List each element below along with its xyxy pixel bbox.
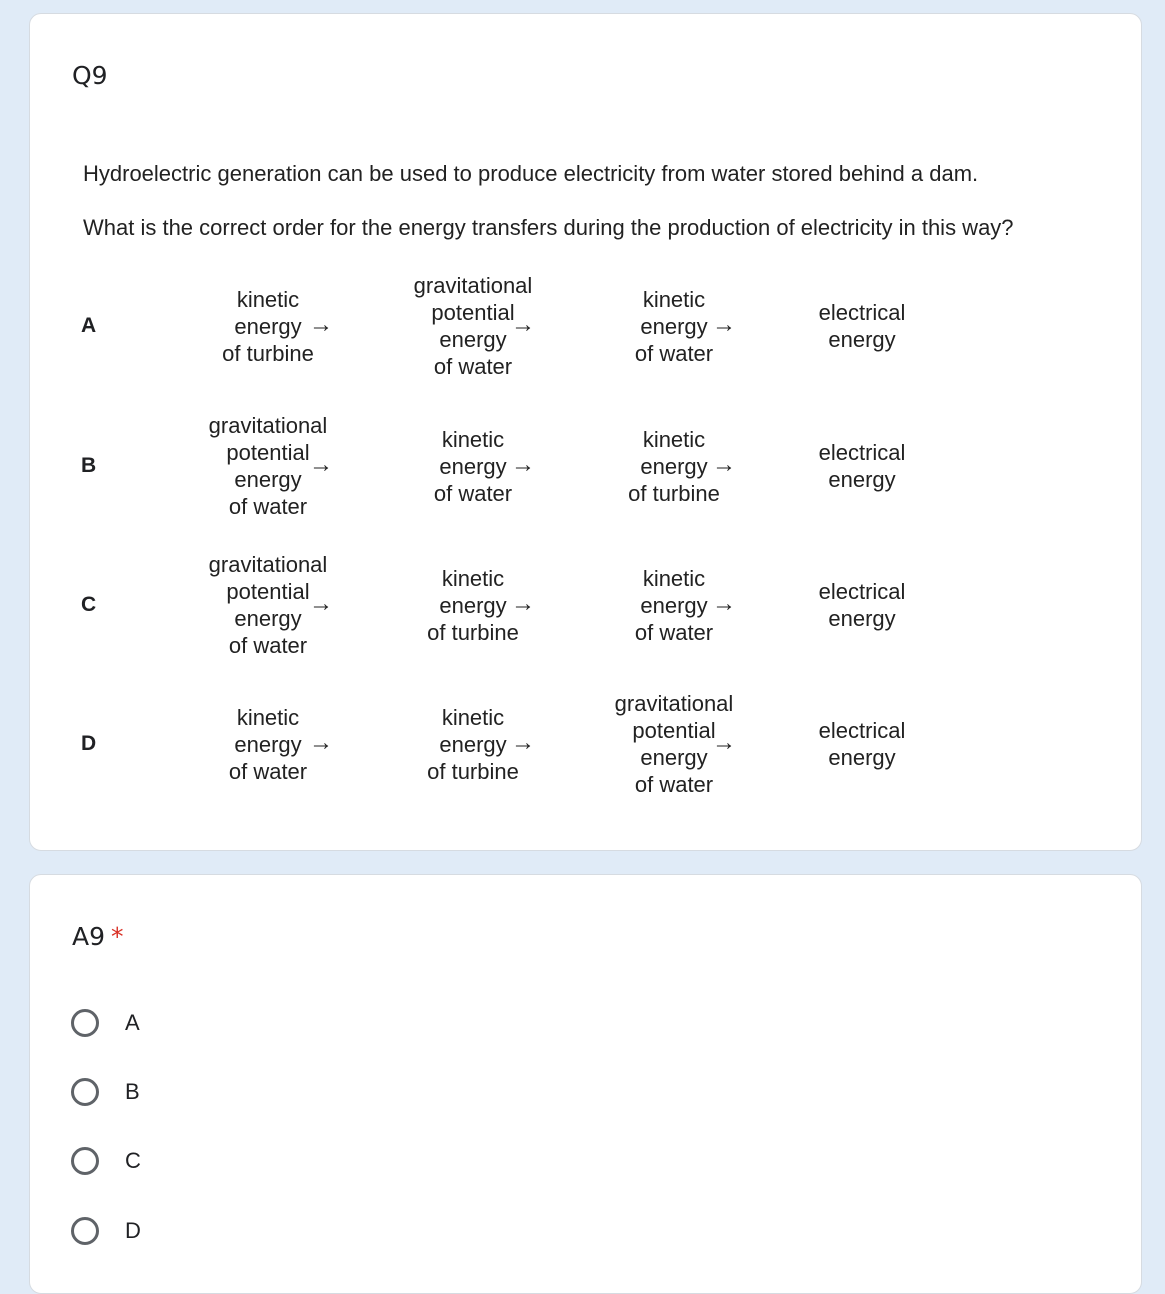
radio-option-c[interactable] bbox=[71, 1141, 141, 1181]
arrow-icon: → bbox=[309, 590, 333, 617]
energy-stage bbox=[777, 687, 947, 801]
stage-line: of water bbox=[433, 354, 513, 379]
answer-title-text: A9 bbox=[72, 922, 106, 951]
radio-button[interactable] bbox=[71, 1078, 99, 1106]
arrow-icon: → bbox=[511, 729, 535, 756]
option-letter: A bbox=[81, 314, 97, 337]
stage-line: kinetic bbox=[441, 704, 505, 730]
radio-label[interactable]: C bbox=[125, 1148, 141, 1173]
arrow-icon: → bbox=[712, 311, 736, 338]
stage-line: of water bbox=[228, 633, 308, 658]
arrow-icon: → bbox=[712, 729, 736, 756]
option-letter: D bbox=[81, 732, 97, 755]
stage-line: potential bbox=[226, 579, 310, 604]
stage-line: energy bbox=[234, 731, 302, 757]
stage-line: electrical bbox=[818, 579, 906, 604]
arrow-icon: → bbox=[511, 311, 535, 338]
stage-line: gravitational bbox=[208, 413, 328, 438]
energy-stage bbox=[777, 409, 947, 523]
stage-line: potential bbox=[431, 300, 515, 325]
radio-option-a[interactable] bbox=[71, 1003, 140, 1043]
stage-line: gravitational bbox=[413, 273, 533, 298]
stage-line: energy bbox=[234, 467, 302, 492]
radio-button[interactable] bbox=[71, 1147, 99, 1175]
stage-line: energy bbox=[640, 313, 708, 339]
stage-line: potential bbox=[632, 718, 716, 743]
stage-line: kinetic bbox=[236, 704, 300, 730]
stage-line: energy bbox=[828, 467, 896, 492]
stage-line: energy bbox=[640, 745, 708, 770]
required-marker: * bbox=[111, 922, 124, 951]
stage-line: of turbine bbox=[628, 480, 720, 506]
question-intro: Hydroelectric generation can be used to produce electricity from water stored behind a dam. bbox=[83, 161, 979, 186]
stage-line: energy bbox=[439, 453, 507, 479]
energy-stage bbox=[777, 269, 947, 383]
arrow-icon: → bbox=[309, 451, 333, 478]
arrow-icon: → bbox=[712, 590, 736, 617]
stage-line: energy bbox=[828, 606, 896, 631]
arrow-icon: → bbox=[309, 311, 333, 338]
stage-line: of water bbox=[433, 480, 513, 506]
stage-line: energy bbox=[234, 313, 302, 339]
stage-line: electrical bbox=[818, 440, 906, 465]
stage-line: energy bbox=[828, 327, 896, 352]
stage-line: energy bbox=[640, 453, 708, 479]
stage-line: energy bbox=[439, 327, 507, 352]
stage-line: gravitational bbox=[614, 691, 734, 716]
option-letter: C bbox=[81, 593, 97, 616]
arrow-icon: → bbox=[712, 451, 736, 478]
arrow-icon: → bbox=[511, 590, 535, 617]
radio-button[interactable] bbox=[71, 1009, 99, 1037]
radio-label[interactable]: A bbox=[125, 1010, 140, 1035]
option-row-a bbox=[81, 269, 906, 389]
stage-line: gravitational bbox=[208, 552, 328, 577]
stage-line: kinetic bbox=[642, 426, 706, 452]
radio-label[interactable]: D bbox=[125, 1218, 141, 1243]
arrow-icon: → bbox=[511, 451, 535, 478]
stage-line: kinetic bbox=[236, 286, 300, 312]
stage-line: of turbine bbox=[222, 340, 314, 366]
stage-line: energy bbox=[828, 745, 896, 770]
stage-line: of water bbox=[634, 619, 714, 645]
stage-line: of turbine bbox=[427, 758, 519, 784]
arrow-icon: → bbox=[309, 729, 333, 756]
energy-stage bbox=[777, 548, 947, 662]
option-row-d bbox=[81, 687, 906, 807]
stage-line: energy bbox=[640, 592, 708, 618]
stage-line: kinetic bbox=[441, 426, 505, 452]
question-prompt: What is the correct order for the energy transfers during the production of electricity in this way? bbox=[83, 215, 1014, 240]
radio-label[interactable]: B bbox=[125, 1079, 140, 1104]
stage-line: energy bbox=[439, 731, 507, 757]
option-row-c bbox=[81, 548, 906, 668]
question-title: Q9 bbox=[72, 61, 108, 90]
stage-line: energy bbox=[234, 606, 302, 631]
radio-button[interactable] bbox=[71, 1217, 99, 1245]
radio-option-d[interactable] bbox=[71, 1211, 141, 1251]
stage-line: of turbine bbox=[427, 619, 519, 645]
question-card bbox=[29, 13, 1142, 851]
stage-line: kinetic bbox=[642, 286, 706, 312]
option-row-b bbox=[81, 409, 906, 529]
answer-title bbox=[72, 921, 124, 953]
stage-line: kinetic bbox=[642, 565, 706, 591]
stage-line: kinetic bbox=[441, 565, 505, 591]
stage-line: of water bbox=[228, 758, 308, 784]
stage-line: potential bbox=[226, 440, 310, 465]
stage-line: electrical bbox=[818, 718, 906, 743]
stage-line: of water bbox=[228, 494, 308, 519]
answer-card bbox=[29, 874, 1142, 1294]
stage-line: of water bbox=[634, 340, 714, 366]
radio-option-b[interactable] bbox=[71, 1072, 140, 1112]
stage-line: electrical bbox=[818, 300, 906, 325]
option-letter: B bbox=[81, 454, 97, 477]
stage-line: energy bbox=[439, 592, 507, 618]
stage-line: of water bbox=[634, 772, 714, 797]
